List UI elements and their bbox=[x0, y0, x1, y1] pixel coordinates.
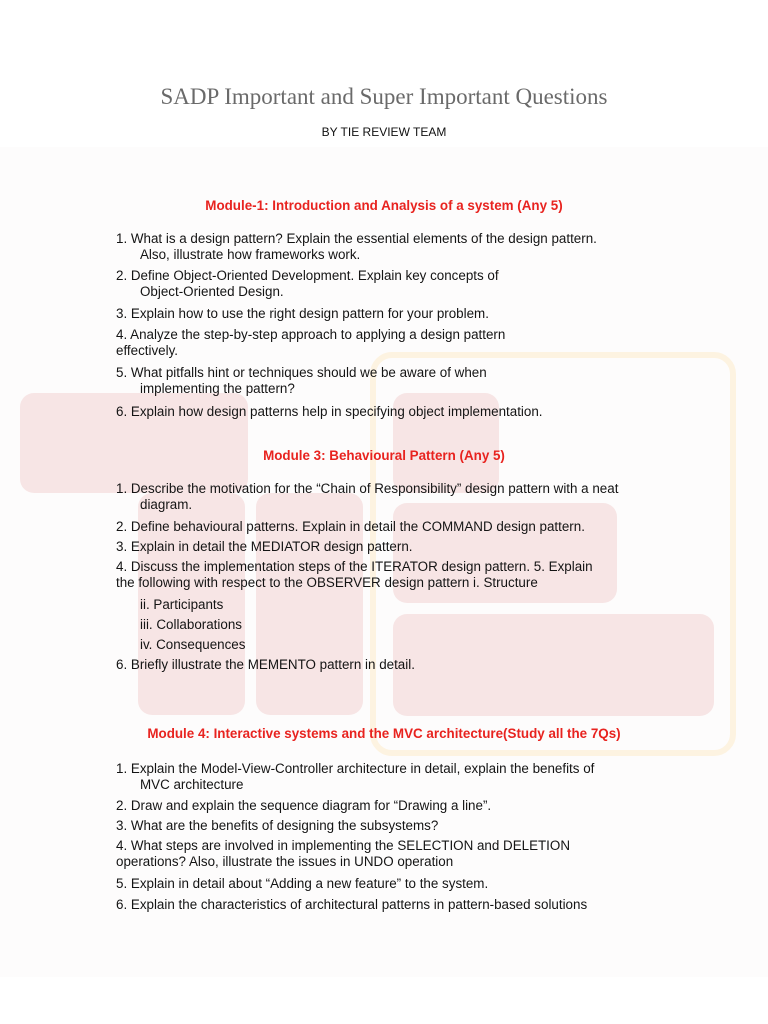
document-title: SADP Important and Super Important Questions bbox=[160, 84, 608, 109]
question-item: 2. Define behavioural patterns. Explain in detail the COMMAND design pattern. bbox=[116, 519, 585, 534]
module-heading: Module 3: Behavioural Pattern (Any 5) bbox=[263, 448, 505, 463]
question-item: 3. Explain how to use the right design pattern for your problem. bbox=[116, 306, 489, 321]
question-item: 3. Explain in detail the MEDIATOR design pattern. bbox=[116, 539, 413, 554]
module-heading: Module-1: Introduction and Analysis of a system (Any 5) bbox=[205, 198, 563, 213]
sub-item: iv. Consequences bbox=[140, 637, 246, 652]
module-heading: Module 4: Interactive systems and the MVC architecture(Study all the 7Qs) bbox=[147, 726, 621, 741]
question-item: 2. Define Object-Oriented Development. Explain key concepts of Object-Oriented Design. bbox=[116, 268, 499, 299]
question-item: 5. Explain in detail about “Adding a new feature” to the system. bbox=[116, 876, 489, 891]
sub-item: ii. Participants bbox=[140, 597, 224, 612]
question-item: 4. What steps are involved in implementing the SELECTION and DELETION operations? Also, illustrate the issues in UNDO operation bbox=[116, 838, 570, 869]
question-item: 6. Explain the characteristics of architectural patterns in pattern-based solutions bbox=[116, 897, 588, 912]
question-item: 6. Briefly illustrate the MEMENTO pattern in detail. bbox=[116, 657, 415, 672]
question-item: 4. Analyze the step-by-step approach to applying a design pattern effectively. bbox=[116, 327, 506, 358]
question-item: 6. Explain how design patterns help in specifying object implementation. bbox=[116, 404, 543, 419]
question-item: 3. What are the benefits of designing the subsystems? bbox=[116, 818, 439, 833]
question-item: 1. Explain the Model-View-Controller architecture in detail, explain the benefits of MVC architecture bbox=[116, 761, 595, 792]
sub-item: iii. Collaborations bbox=[140, 617, 242, 632]
question-item: 1. Describe the motivation for the “Chain of Responsibility” design pattern with a neat diagram. bbox=[116, 481, 619, 512]
document-byline: BY TIE REVIEW TEAM bbox=[321, 125, 447, 139]
question-item: 5. What pitfalls hint or techniques should we be aware of when implementing the pattern? bbox=[116, 365, 487, 396]
question-item: 1. What is a design pattern? Explain the essential elements of the design pattern. Also, illustrate how frameworks work. bbox=[116, 231, 597, 262]
question-item: 4. Discuss the implementation steps of the ITERATOR design pattern. 5. Explain the following with respect to the OBSERVER design pattern i. Structure bbox=[116, 559, 593, 590]
question-item: 2. Draw and explain the sequence diagram for “Drawing a line”. bbox=[116, 798, 492, 813]
